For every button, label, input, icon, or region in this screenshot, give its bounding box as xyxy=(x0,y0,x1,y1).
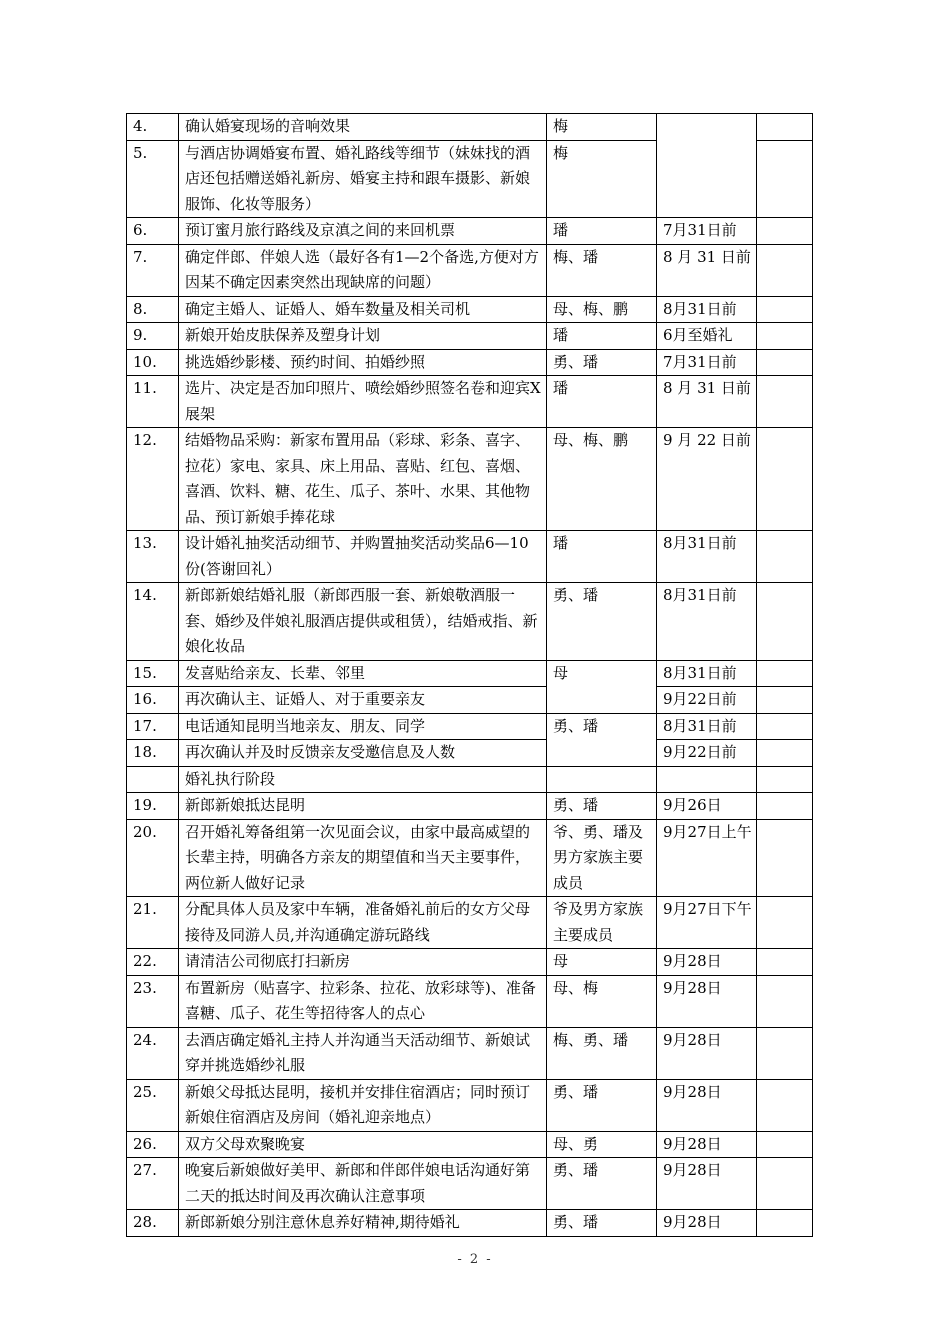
responsible: 勇、璠 xyxy=(547,1210,657,1237)
notes-cell xyxy=(757,531,813,583)
table-row xyxy=(127,296,813,323)
notes-cell xyxy=(757,244,813,296)
wedding-plan-table xyxy=(126,113,813,1237)
notes-cell xyxy=(757,349,813,376)
deadline: 9月28日 xyxy=(657,1079,757,1131)
deadline: 9月22日前 xyxy=(657,740,757,767)
task-text: 再次确认主、证婚人、对于重要亲友 xyxy=(179,687,547,714)
section-title: 婚礼执行阶段 xyxy=(179,766,547,793)
deadline: 9月28日 xyxy=(657,1027,757,1079)
notes-cell xyxy=(757,583,813,661)
table-row xyxy=(127,376,813,428)
row-number: 9. xyxy=(127,323,179,350)
deadline: 8月31日前 xyxy=(657,660,757,687)
table-row xyxy=(127,660,813,687)
table-row xyxy=(127,975,813,1027)
row-number: 25. xyxy=(127,1079,179,1131)
responsible: 母 xyxy=(547,949,657,976)
deadline xyxy=(657,766,757,793)
row-number: 4. xyxy=(127,114,179,141)
notes-cell xyxy=(757,949,813,976)
deadline: 8 月 31 日前 xyxy=(657,376,757,428)
responsible: 梅、勇、璠 xyxy=(547,1027,657,1079)
responsible: 母 xyxy=(547,660,657,713)
notes-cell xyxy=(757,323,813,350)
task-text: 分配具体人员及家中车辆，准备婚礼前后的女方父母接待及同游人员,并沟通确定游玩路线 xyxy=(179,897,547,949)
task-text: 请清洁公司彻底打扫新房 xyxy=(179,949,547,976)
deadline: 8 月 31 日前 xyxy=(657,244,757,296)
task-text: 选片、决定是否加印照片、喷绘婚纱照签名卷和迎宾X展架 xyxy=(179,376,547,428)
task-text: 设计婚礼抽奖活动细节、并购置抽奖活动奖品6—10份(答谢回礼） xyxy=(179,531,547,583)
notes-cell xyxy=(757,897,813,949)
task-text: 预订蜜月旅行路线及京滇之间的来回机票 xyxy=(179,218,547,245)
task-text: 结婚物品采购：新家布置用品（彩球、彩条、喜字、拉花）家电、家具、床上用品、喜贴、红包、喜烟、喜酒、饮料、糖、花生、瓜子、茶叶、水果、其他物品、预订新娘手捧花球 xyxy=(179,428,547,531)
table-row xyxy=(127,114,813,141)
task-text: 去酒店确定婚礼主持人并沟通当天活动细节、新娘试穿并挑选婚纱礼服 xyxy=(179,1027,547,1079)
notes-cell xyxy=(757,1158,813,1210)
responsible: 梅、璠 xyxy=(547,244,657,296)
notes-cell xyxy=(757,296,813,323)
deadline: 9月27日上午 xyxy=(657,819,757,897)
notes-cell xyxy=(757,1079,813,1131)
responsible: 母、勇 xyxy=(547,1131,657,1158)
notes-cell xyxy=(757,660,813,687)
notes-cell xyxy=(757,740,813,767)
row-number: 22. xyxy=(127,949,179,976)
deadline: 8月31日前 xyxy=(657,713,757,740)
row-number: 12. xyxy=(127,428,179,531)
deadline: 9月22日前 xyxy=(657,687,757,714)
task-text: 新娘父母抵达昆明，接机并安排住宿酒店；同时预订新娘住宿酒店及房间（婚礼迎亲地点） xyxy=(179,1079,547,1131)
table-row xyxy=(127,244,813,296)
deadline: 6月至婚礼 xyxy=(657,323,757,350)
table-row xyxy=(127,819,813,897)
table-row xyxy=(127,949,813,976)
row-number: 24. xyxy=(127,1027,179,1079)
responsible: 勇、璠 xyxy=(547,1158,657,1210)
table-row xyxy=(127,1079,813,1131)
deadline: 8月31日前 xyxy=(657,583,757,661)
task-text: 召开婚礼筹备组第一次见面会议，由家中最高威望的长辈主持，明确各方亲友的期望值和当天主要事件，两位新人做好记录 xyxy=(179,819,547,897)
notes-cell xyxy=(757,766,813,793)
row-number: 14. xyxy=(127,583,179,661)
table-row xyxy=(127,687,813,714)
responsible: 母、梅、鹏 xyxy=(547,428,657,531)
notes-cell xyxy=(757,114,813,141)
row-number: 27. xyxy=(127,1158,179,1210)
table-row xyxy=(127,1158,813,1210)
task-text: 新郎新娘分别注意休息养好精神,期待婚礼 xyxy=(179,1210,547,1237)
task-text: 确认婚宴现场的音响效果 xyxy=(179,114,547,141)
table-row xyxy=(127,1027,813,1079)
task-text: 晚宴后新娘做好美甲、新郎和伴郎伴娘电话沟通好第二天的抵达时间及再次确认注意事项 xyxy=(179,1158,547,1210)
task-text: 新娘开始皮肤保养及塑身计划 xyxy=(179,323,547,350)
deadline: 9月28日 xyxy=(657,1131,757,1158)
notes-cell xyxy=(757,975,813,1027)
responsible: 璠 xyxy=(547,323,657,350)
responsible: 勇、璠 xyxy=(547,583,657,661)
responsible: 勇、璠 xyxy=(547,713,657,766)
row-number: 7. xyxy=(127,244,179,296)
responsible: 母、梅、鹏 xyxy=(547,296,657,323)
responsible: 璠 xyxy=(547,531,657,583)
table-row xyxy=(127,323,813,350)
row-number: 16. xyxy=(127,687,179,714)
notes-cell xyxy=(757,1027,813,1079)
notes-cell xyxy=(757,1131,813,1158)
responsible: 勇、璠 xyxy=(547,1079,657,1131)
deadline xyxy=(657,114,757,218)
table-row xyxy=(127,531,813,583)
deadline: 8月31日前 xyxy=(657,296,757,323)
section-row xyxy=(127,766,813,793)
row-number: 23. xyxy=(127,975,179,1027)
row-number: 6. xyxy=(127,218,179,245)
deadline: 9月26日 xyxy=(657,793,757,820)
row-number: 28. xyxy=(127,1210,179,1237)
table-row xyxy=(127,428,813,531)
deadline: 9月27日下午 xyxy=(657,897,757,949)
table-row xyxy=(127,897,813,949)
task-text: 与酒店协调婚宴布置、婚礼路线等细节（妹妹找的酒店还包括赠送婚礼新房、婚宴主持和跟车摄影、新娘服饰、化妆等服务） xyxy=(179,140,547,218)
deadline: 9月28日 xyxy=(657,1158,757,1210)
task-text: 布置新房（贴喜字、拉彩条、拉花、放彩球等)、准备喜糖、瓜子、花生等招待客人的点心 xyxy=(179,975,547,1027)
responsible xyxy=(547,766,657,793)
notes-cell xyxy=(757,713,813,740)
task-text: 再次确认并及时反馈亲友受邀信息及人数 xyxy=(179,740,547,767)
notes-cell xyxy=(757,376,813,428)
row-number: 10. xyxy=(127,349,179,376)
row-number: 19. xyxy=(127,793,179,820)
row-number: 8. xyxy=(127,296,179,323)
responsible: 梅 xyxy=(547,140,657,218)
responsible: 璠 xyxy=(547,376,657,428)
row-number: 5. xyxy=(127,140,179,218)
responsible: 璠 xyxy=(547,218,657,245)
table-row xyxy=(127,1210,813,1237)
notes-cell xyxy=(757,428,813,531)
responsible: 母、梅 xyxy=(547,975,657,1027)
deadline: 9 月 22 日前 xyxy=(657,428,757,531)
deadline: 7月31日前 xyxy=(657,218,757,245)
task-text: 双方父母欢聚晚宴 xyxy=(179,1131,547,1158)
deadline: 7月31日前 xyxy=(657,349,757,376)
responsible: 爷、勇、璠及男方家族主要成员 xyxy=(547,819,657,897)
notes-cell xyxy=(757,140,813,218)
row-number xyxy=(127,766,179,793)
deadline: 9月28日 xyxy=(657,975,757,1027)
table-row xyxy=(127,713,813,740)
task-text: 确定主婚人、证婚人、婚车数量及相关司机 xyxy=(179,296,547,323)
task-text: 新郎新娘结婚礼服（新郎西服一套、新娘敬酒服一套、婚纱及伴娘礼服酒店提供或租赁），结婚戒指、新娘化妆品 xyxy=(179,583,547,661)
row-number: 13. xyxy=(127,531,179,583)
responsible: 梅 xyxy=(547,114,657,141)
notes-cell xyxy=(757,1210,813,1237)
responsible: 勇、璠 xyxy=(547,349,657,376)
table-row xyxy=(127,218,813,245)
deadline: 8月31日前 xyxy=(657,531,757,583)
row-number: 20. xyxy=(127,819,179,897)
row-number: 21. xyxy=(127,897,179,949)
deadline: 9月28日 xyxy=(657,949,757,976)
task-text: 挑选婚纱影楼、预约时间、拍婚纱照 xyxy=(179,349,547,376)
deadline: 9月28日 xyxy=(657,1210,757,1237)
table-row xyxy=(127,1131,813,1158)
notes-cell xyxy=(757,793,813,820)
table-row xyxy=(127,740,813,767)
responsible: 爷及男方家族主要成员 xyxy=(547,897,657,949)
page-number: - 2 - xyxy=(457,1252,493,1267)
notes-cell xyxy=(757,687,813,714)
task-text: 电话通知昆明当地亲友、朋友、同学 xyxy=(179,713,547,740)
row-number: 17. xyxy=(127,713,179,740)
table-row xyxy=(127,583,813,661)
task-text: 确定伴郎、伴娘人选（最好各有1—2个备选,方便对方因某不确定因素突然出现缺席的问题） xyxy=(179,244,547,296)
task-text: 发喜贴给亲友、长辈、邻里 xyxy=(179,660,547,687)
row-number: 18. xyxy=(127,740,179,767)
row-number: 11. xyxy=(127,376,179,428)
table-row xyxy=(127,349,813,376)
notes-cell xyxy=(757,819,813,897)
notes-cell xyxy=(757,218,813,245)
row-number: 15. xyxy=(127,660,179,687)
table-row xyxy=(127,793,813,820)
responsible: 勇、璠 xyxy=(547,793,657,820)
row-number: 26. xyxy=(127,1131,179,1158)
task-text: 新郎新娘抵达昆明 xyxy=(179,793,547,820)
